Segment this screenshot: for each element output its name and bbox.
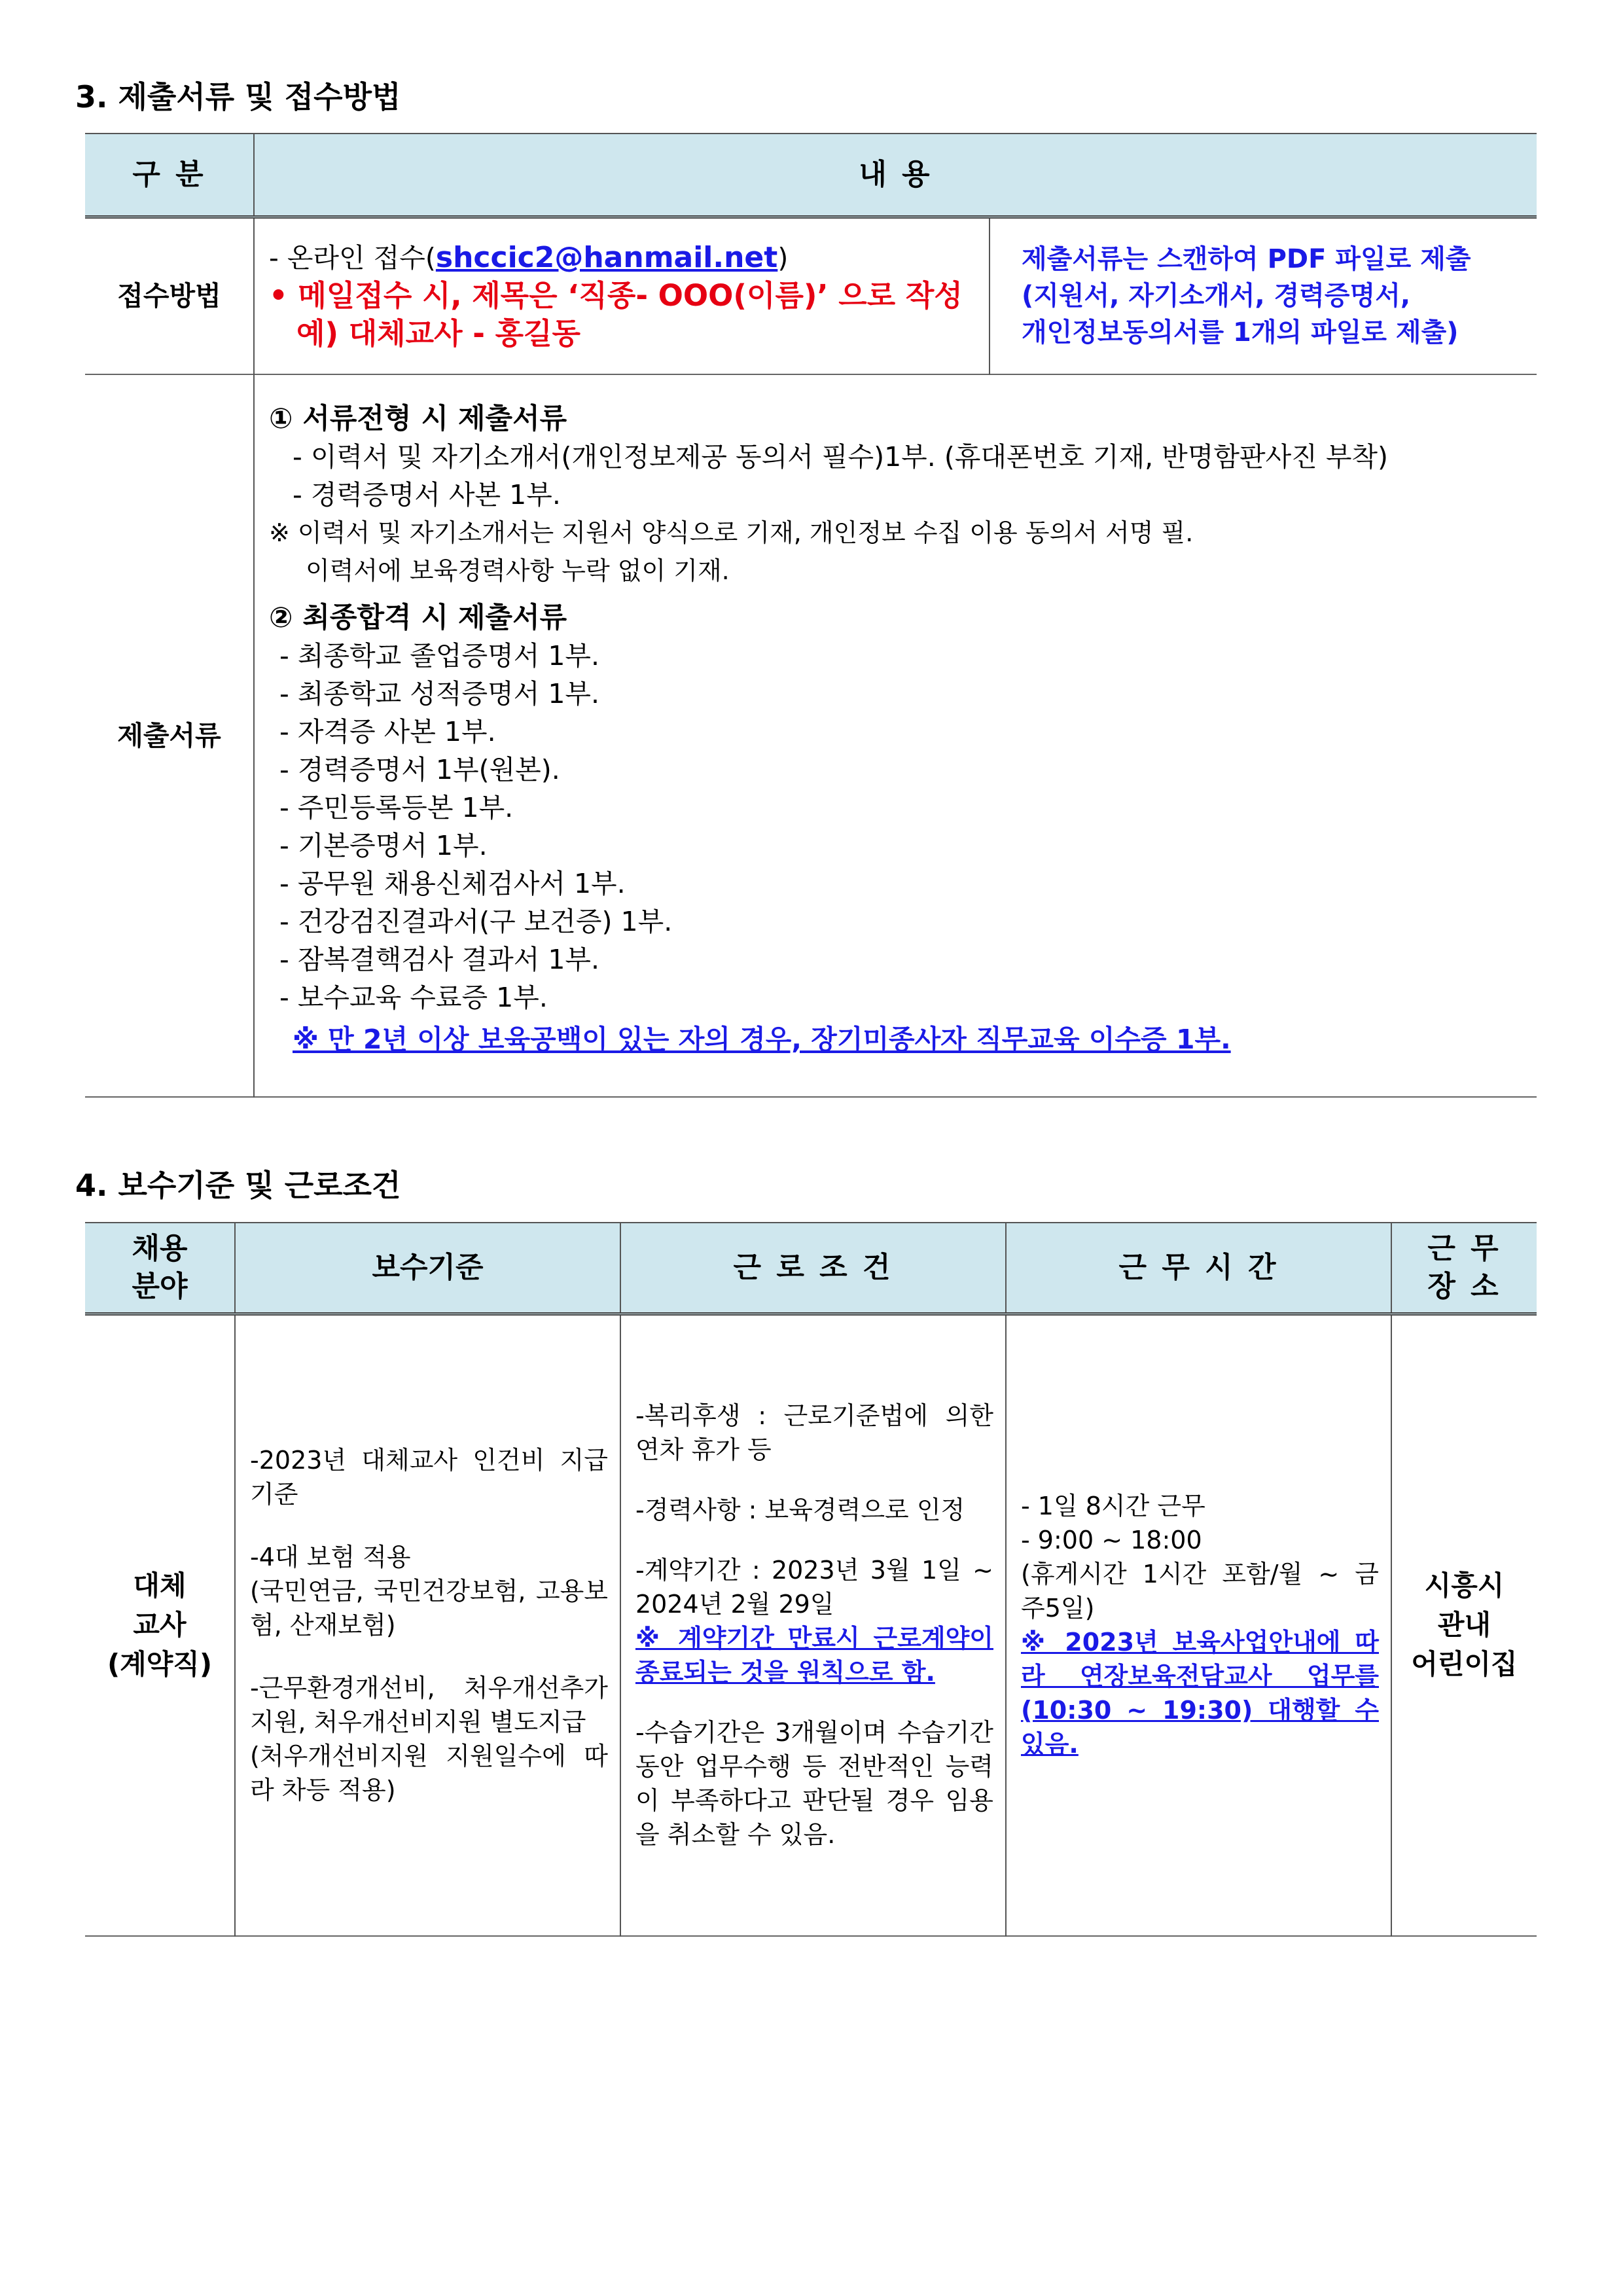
pay-table-row [85,1314,1537,1936]
header-place: 근 무 장 소 [1391,1223,1537,1314]
final-doc-item: - 기본증명서 1부. [279,829,488,861]
header-hours: 근 무 시 간 [1006,1223,1391,1314]
documents-details [254,374,1537,1097]
screening-note-cont: 이력서에 보육경력사항 누락 없이 기재. [306,556,730,585]
daily-hours: - 1일 8시간 근무 [1021,1492,1205,1521]
email-link[interactable]: shccic2@hanmail.net [435,241,778,275]
section4-heading: 4. 보수기준 및 근로조건 [75,1168,401,1203]
screening-doc-item: - 경력증명서 사본 1부. [293,478,561,511]
pay-cell [235,1314,620,1936]
email-subject-rule: • 메일접수 시, 제목은 ‘직종- OOO(이름)’ 으로 작성 [269,278,963,314]
final-doc-item: - 공무원 채용신체검사서 1부. [279,867,626,899]
reception-row [85,217,1537,374]
final-docs-title: ② 최종합격 시 제출서류 [269,601,567,634]
documents-table [85,133,1537,1098]
reception-details: - 온라인 접수(shccic2@hanmail.net) • 메일접수 시, 제목은 ‘직종- OOO(이름)’ 으로 작성 예) 대체교사 - 홍길동 [254,217,990,374]
allowances-note: (처우개선비지원 지원일수에 따라 차등 적용) [250,1742,608,1805]
career: -경력사항 : 보육경력으로 인정 [635,1496,965,1525]
pay-standard: -2023년 대체교사 인건비 지급 기준 [250,1446,608,1509]
final-doc-item: - 경력증명서 1부(원본). [279,753,560,785]
final-doc-item: - 최종학교 졸업증명서 1부. [279,639,600,672]
field-cell: 대체 교사 (계약직) [85,1314,235,1936]
long-term-absence-note: ※ 만 2년 이상 보육공백이 있는 자의 경우, 장기미종사자 직무교육 이수증 1부. [293,1023,1231,1055]
insurance: -4대 보험 적용 [250,1543,411,1572]
hours-cell [1006,1314,1391,1936]
pay-conditions-table [85,1222,1537,1937]
final-doc-item: - 주민등록등본 1부. [279,791,514,823]
final-doc-item: - 건강검진결과서(구 보건증) 1부. [279,905,673,937]
header-content: 내 용 [254,134,1537,217]
documents-row [85,374,1537,1097]
final-doc-item: - 최종학교 성적증명서 1부. [279,677,600,709]
header-pay: 보수기준 [235,1223,620,1314]
contract-end-note: ※ 계약기간 만료시 근로계약이 종료되는 것을 원칙으로 함. [635,1624,993,1687]
final-doc-item: - 보수교육 수료증 1부. [279,981,548,1013]
email-subject-example: 예) 대체교사 - 홍길동 [296,316,581,351]
section3-heading: 3. 제출서류 및 접수방법 [75,79,401,115]
header-field: 채용 분야 [85,1223,235,1314]
screening-note: ※ 이력서 및 자기소개서는 지원서 양식으로 기재, 개인정보 수집 이용 동의서 서명 필. [269,518,1194,547]
reception-label: 접수방법 [85,217,254,374]
break-time: (휴게시간 1시간 포함/월 ~ 금 주5일) [1021,1560,1379,1623]
allowances: -근무환경개선비, 처우개선추가지원, 처우개선비지원 별도지급 [250,1674,608,1737]
screening-doc-item: - 이력서 및 자기소개서(개인정보제공 동의서 필수)1부. (휴대폰번호 기재, 반명함판사진 부착) [293,440,1389,473]
contract-period: -계약기간 : 2023년 3월 1일 ~ 2024년 2월 29일 [635,1556,993,1619]
work-time: - 9:00 ~ 18:00 [1021,1526,1202,1555]
conditions-cell [620,1314,1006,1936]
final-doc-item: - 잠복결핵검사 결과서 1부. [279,943,600,975]
pdf-instruction: 제출서류는 스캔하여 PDF 파일로 제출 (지원서, 자기소개서, 경력증명서, 개인정보동의서를 1개의 파일로 제출) [1022,244,1471,348]
documents-table-header [85,134,1537,217]
insurance-types: (국민연금, 국민건강보험, 고용보험, 산재보험) [250,1577,608,1640]
extended-care-note: ※ 2023년 보육사업안내에 따라 연장보육전담교사 업무를 (10:30 ~ 19:30) 대행할 수 있음. [1021,1628,1379,1759]
place-cell: 시흥시 관내 어린이집 [1411,1570,1518,1681]
screening-docs-title: ① 서류전형 시 제출서류 [269,402,567,435]
final-doc-item: - 자격증 사본 1부. [279,715,496,747]
documents-label: 제출서류 [85,374,254,1097]
pay-table-header [85,1223,1537,1314]
header-category: 구 분 [85,134,254,217]
probation: -수습기간은 3개월이며 수습기간동안 업무수행 등 전반적인 능력이 부족하다고 판단될 경우 임용을 취소할 수 있음. [635,1718,993,1850]
welfare: -복리후생 : 근로기준법에 의한 연차 휴가 등 [635,1401,993,1465]
header-conditions: 근 로 조 건 [620,1223,1006,1314]
